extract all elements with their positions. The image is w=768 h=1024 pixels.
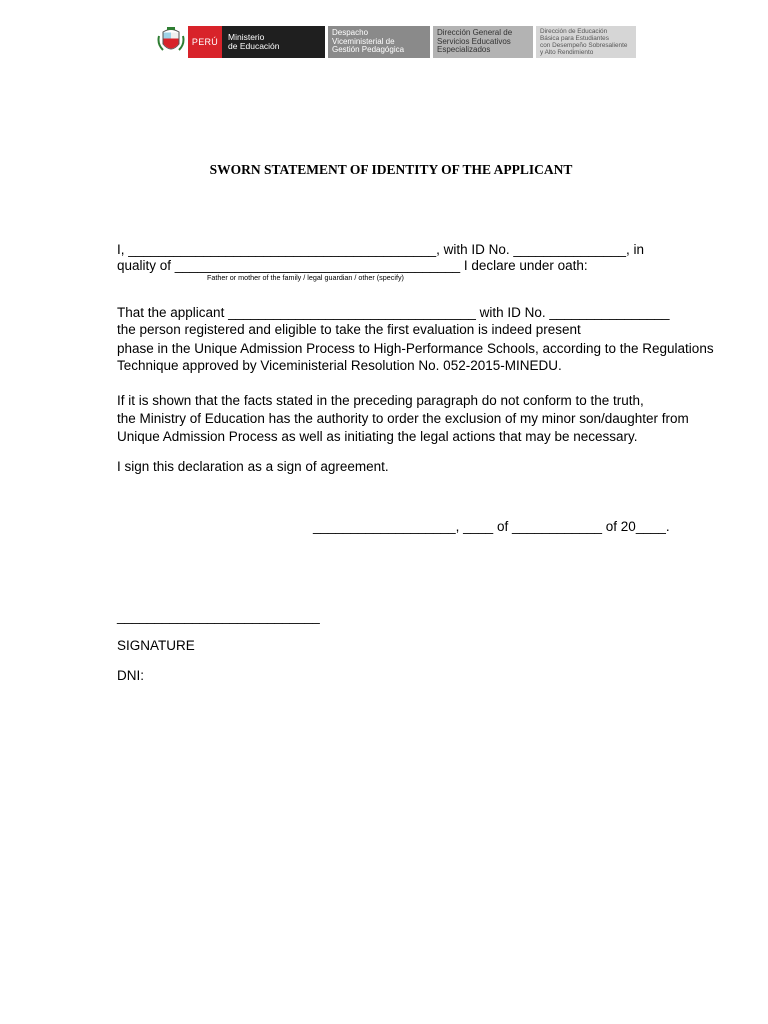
agreement-line: I sign this declaration as a sign of agreement. — [117, 459, 389, 474]
direccion-general-label: Dirección General de Servicios Educativos Especializados — [433, 26, 533, 58]
paragraph-2-line-3: phase in the Unique Admission Process to High-Performance Schools, according to the Regulations — [117, 341, 714, 356]
paragraph-3-line-2: the Ministry of Education has the authority to order the exclusion of my minor son/daughter from — [117, 411, 689, 426]
applicant-line: That the applicant _________________________________ with ID No. ________________ — [117, 305, 670, 320]
quality-line: quality of ______________________________________ I declare under oath: — [117, 258, 588, 273]
paragraph-3-line-3: Unique Admission Process as well as initiating the legal actions that may be necessary. — [117, 429, 638, 444]
date-line: ___________________, ____ of ____________ of 20____. — [313, 519, 670, 534]
paragraph-3-line-1: If it is shown that the facts stated in the preceding paragraph do not conform to the truth, — [117, 393, 644, 408]
direccion-educacion-label: Dirección de Educación Básica para Estudiantes con Desempeño Sobresaliente y Alto Rendimiento — [536, 26, 636, 58]
peru-coat-of-arms-icon — [156, 26, 186, 58]
signature-line: ___________________________ — [117, 609, 320, 624]
declarant-line: I, _________________________________________, with ID No. _______________, in — [117, 242, 644, 257]
paragraph-2-line-2: the person registered and eligible to take the first evaluation is indeed present — [117, 322, 581, 337]
ministry-label: Ministerio de Educación — [222, 26, 325, 58]
document-title: SWORN STATEMENT OF IDENTITY OF THE APPLICANT — [209, 162, 573, 177]
despacho-label: Despacho Viceministerial de Gestión Pedagógica — [328, 26, 430, 58]
dni-label: DNI: — [117, 668, 144, 683]
signature-label: SIGNATURE — [117, 638, 195, 653]
guardian-hint: Father or mother of the family / legal guardian / other (specify) — [207, 273, 404, 282]
paragraph-2-line-4: Technique approved by Viceministerial Resolution No. 052-2015-MINEDU. — [117, 358, 562, 373]
header-logos — [156, 26, 636, 58]
peru-label: PERÚ — [188, 26, 222, 58]
